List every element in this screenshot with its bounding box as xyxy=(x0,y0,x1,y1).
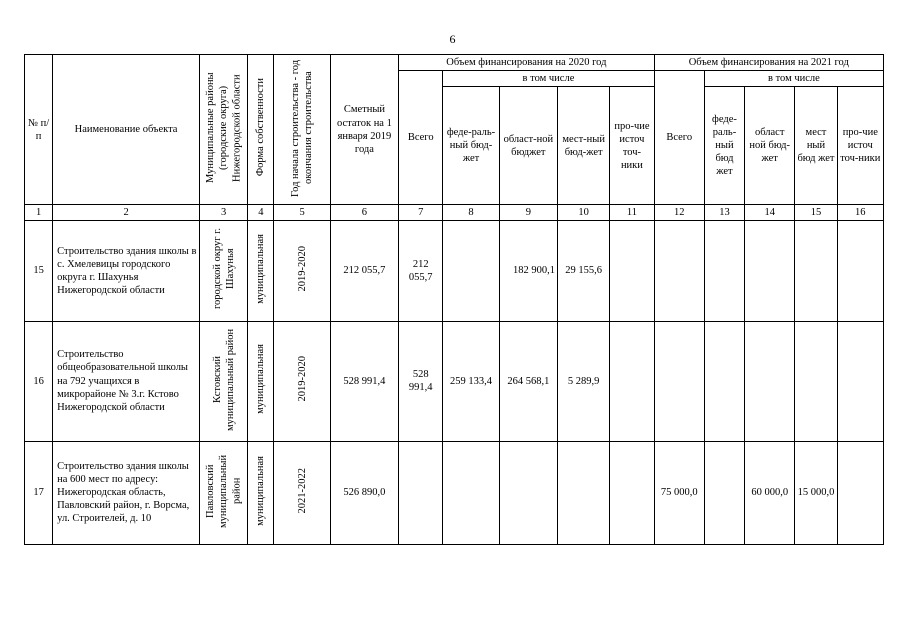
table-row xyxy=(25,321,884,441)
header-other-2021: про-чие источ точ-ники xyxy=(837,87,883,205)
header-district: Муниципальные районы (городские округа) Нижегородской области xyxy=(200,55,248,205)
other-2021 xyxy=(837,321,883,441)
ownership: муниципальная xyxy=(248,321,274,441)
local-2020: 5 289,9 xyxy=(558,321,610,441)
column-number: 14 xyxy=(745,205,795,221)
row-num: 16 xyxy=(25,321,53,441)
other-2020 xyxy=(610,441,654,544)
column-number: 8 xyxy=(443,205,499,221)
column-number: 11 xyxy=(610,205,654,221)
regional-2021 xyxy=(745,321,795,441)
column-number: 4 xyxy=(248,205,274,221)
header-local-2020: мест-ный бюд-жет xyxy=(558,87,610,205)
federal-2021 xyxy=(704,221,744,321)
header-funding-2021: Объем финансирования на 2021 год xyxy=(654,55,883,71)
district: городской округ г. Шахунья xyxy=(200,221,248,321)
column-number: 12 xyxy=(654,205,704,221)
header-years: Год начала строительства - год окончания строительства xyxy=(274,55,330,205)
estimate: 528 991,4 xyxy=(330,321,398,441)
regional-2021 xyxy=(745,221,795,321)
years: 2019-2020 xyxy=(274,321,330,441)
header-estimate: Сметный остаток на 1 января 2019 года xyxy=(330,55,398,205)
estimate: 526 890,0 xyxy=(330,441,398,544)
row-num: 15 xyxy=(25,221,53,321)
local-2021 xyxy=(795,221,837,321)
header-regional-2021: област ной бюд-жет xyxy=(745,87,795,205)
local-2020 xyxy=(558,441,610,544)
total-2021: 75 000,0 xyxy=(654,441,704,544)
years: 2021-2022 xyxy=(274,441,330,544)
object-name: Строительство здания школы на 600 мест по адресу: Нижегородская область, Павловский район, г. Ворсма, ул. Строителей, д. 10 xyxy=(53,441,200,544)
column-number: 3 xyxy=(200,205,248,221)
financing-table xyxy=(24,54,884,545)
header-federal-2020: феде-раль-ный бюд-жет xyxy=(443,87,499,205)
header-name: Наименование объекта xyxy=(53,55,200,205)
federal-2020: 259 133,4 xyxy=(443,321,499,441)
header-total-2021: Всего xyxy=(654,71,704,205)
total-2020: 212 055,7 xyxy=(399,221,443,321)
column-number: 6 xyxy=(330,205,398,221)
header-row-1 xyxy=(25,55,884,71)
district: Кстовский муниципальный район xyxy=(200,321,248,441)
column-numbers-row xyxy=(25,205,884,221)
total-2020 xyxy=(399,441,443,544)
header-funding-2020: Объем финансирования на 2020 год xyxy=(399,55,654,71)
column-number: 15 xyxy=(795,205,837,221)
column-number: 5 xyxy=(274,205,330,221)
federal-2020 xyxy=(443,441,499,544)
estimate: 212 055,7 xyxy=(330,221,398,321)
other-2020 xyxy=(610,221,654,321)
ownership: муниципальная xyxy=(248,441,274,544)
column-number: 1 xyxy=(25,205,53,221)
page-number: 6 xyxy=(449,32,456,46)
header-regional-2020: област-ной бюджет xyxy=(499,87,557,205)
column-number: 10 xyxy=(558,205,610,221)
column-number: 9 xyxy=(499,205,557,221)
row-num: 17 xyxy=(25,441,53,544)
header-total-2020: Всего xyxy=(399,71,443,205)
object-name: Строительство здания школы в с. Хмелевицы городского округа г. Шахунья Нижегородской области xyxy=(53,221,200,321)
column-number: 13 xyxy=(704,205,744,221)
federal-2021 xyxy=(704,321,744,441)
local-2021 xyxy=(795,321,837,441)
header-federal-2021: феде-раль-ный бюд жет xyxy=(704,87,744,205)
other-2021 xyxy=(837,441,883,544)
header-other-2020: про-чие источ точ-ники xyxy=(610,87,654,205)
header-ownership: Форма собственности xyxy=(248,55,274,205)
total-2021 xyxy=(654,221,704,321)
regional-2021: 60 000,0 xyxy=(745,441,795,544)
district: Павловский муниципальный район xyxy=(200,441,248,544)
header-including-2020: в том числе xyxy=(443,71,654,87)
federal-2021 xyxy=(704,441,744,544)
regional-2020 xyxy=(499,441,557,544)
column-number: 16 xyxy=(837,205,883,221)
total-2020: 528 991,4 xyxy=(399,321,443,441)
header-including-2021: в том числе xyxy=(704,71,883,87)
header-num: № п/п xyxy=(25,55,53,205)
column-number: 2 xyxy=(53,205,200,221)
object-name: Строительство общеобразовательной школы на 792 учащихся в микрорайоне № 3.г. Кстово Нижегородской области xyxy=(53,321,200,441)
other-2021 xyxy=(837,221,883,321)
regional-2020: 182 900,1 xyxy=(499,221,557,321)
other-2020 xyxy=(610,321,654,441)
column-number: 7 xyxy=(399,205,443,221)
regional-2020: 264 568,1 xyxy=(499,321,557,441)
header-local-2021: мест ный бюд жет xyxy=(795,87,837,205)
federal-2020 xyxy=(443,221,499,321)
ownership: муниципальная xyxy=(248,221,274,321)
years: 2019-2020 xyxy=(274,221,330,321)
table-row xyxy=(25,221,884,321)
total-2021 xyxy=(654,321,704,441)
local-2021: 15 000,0 xyxy=(795,441,837,544)
local-2020: 29 155,6 xyxy=(558,221,610,321)
table-row xyxy=(25,441,884,544)
